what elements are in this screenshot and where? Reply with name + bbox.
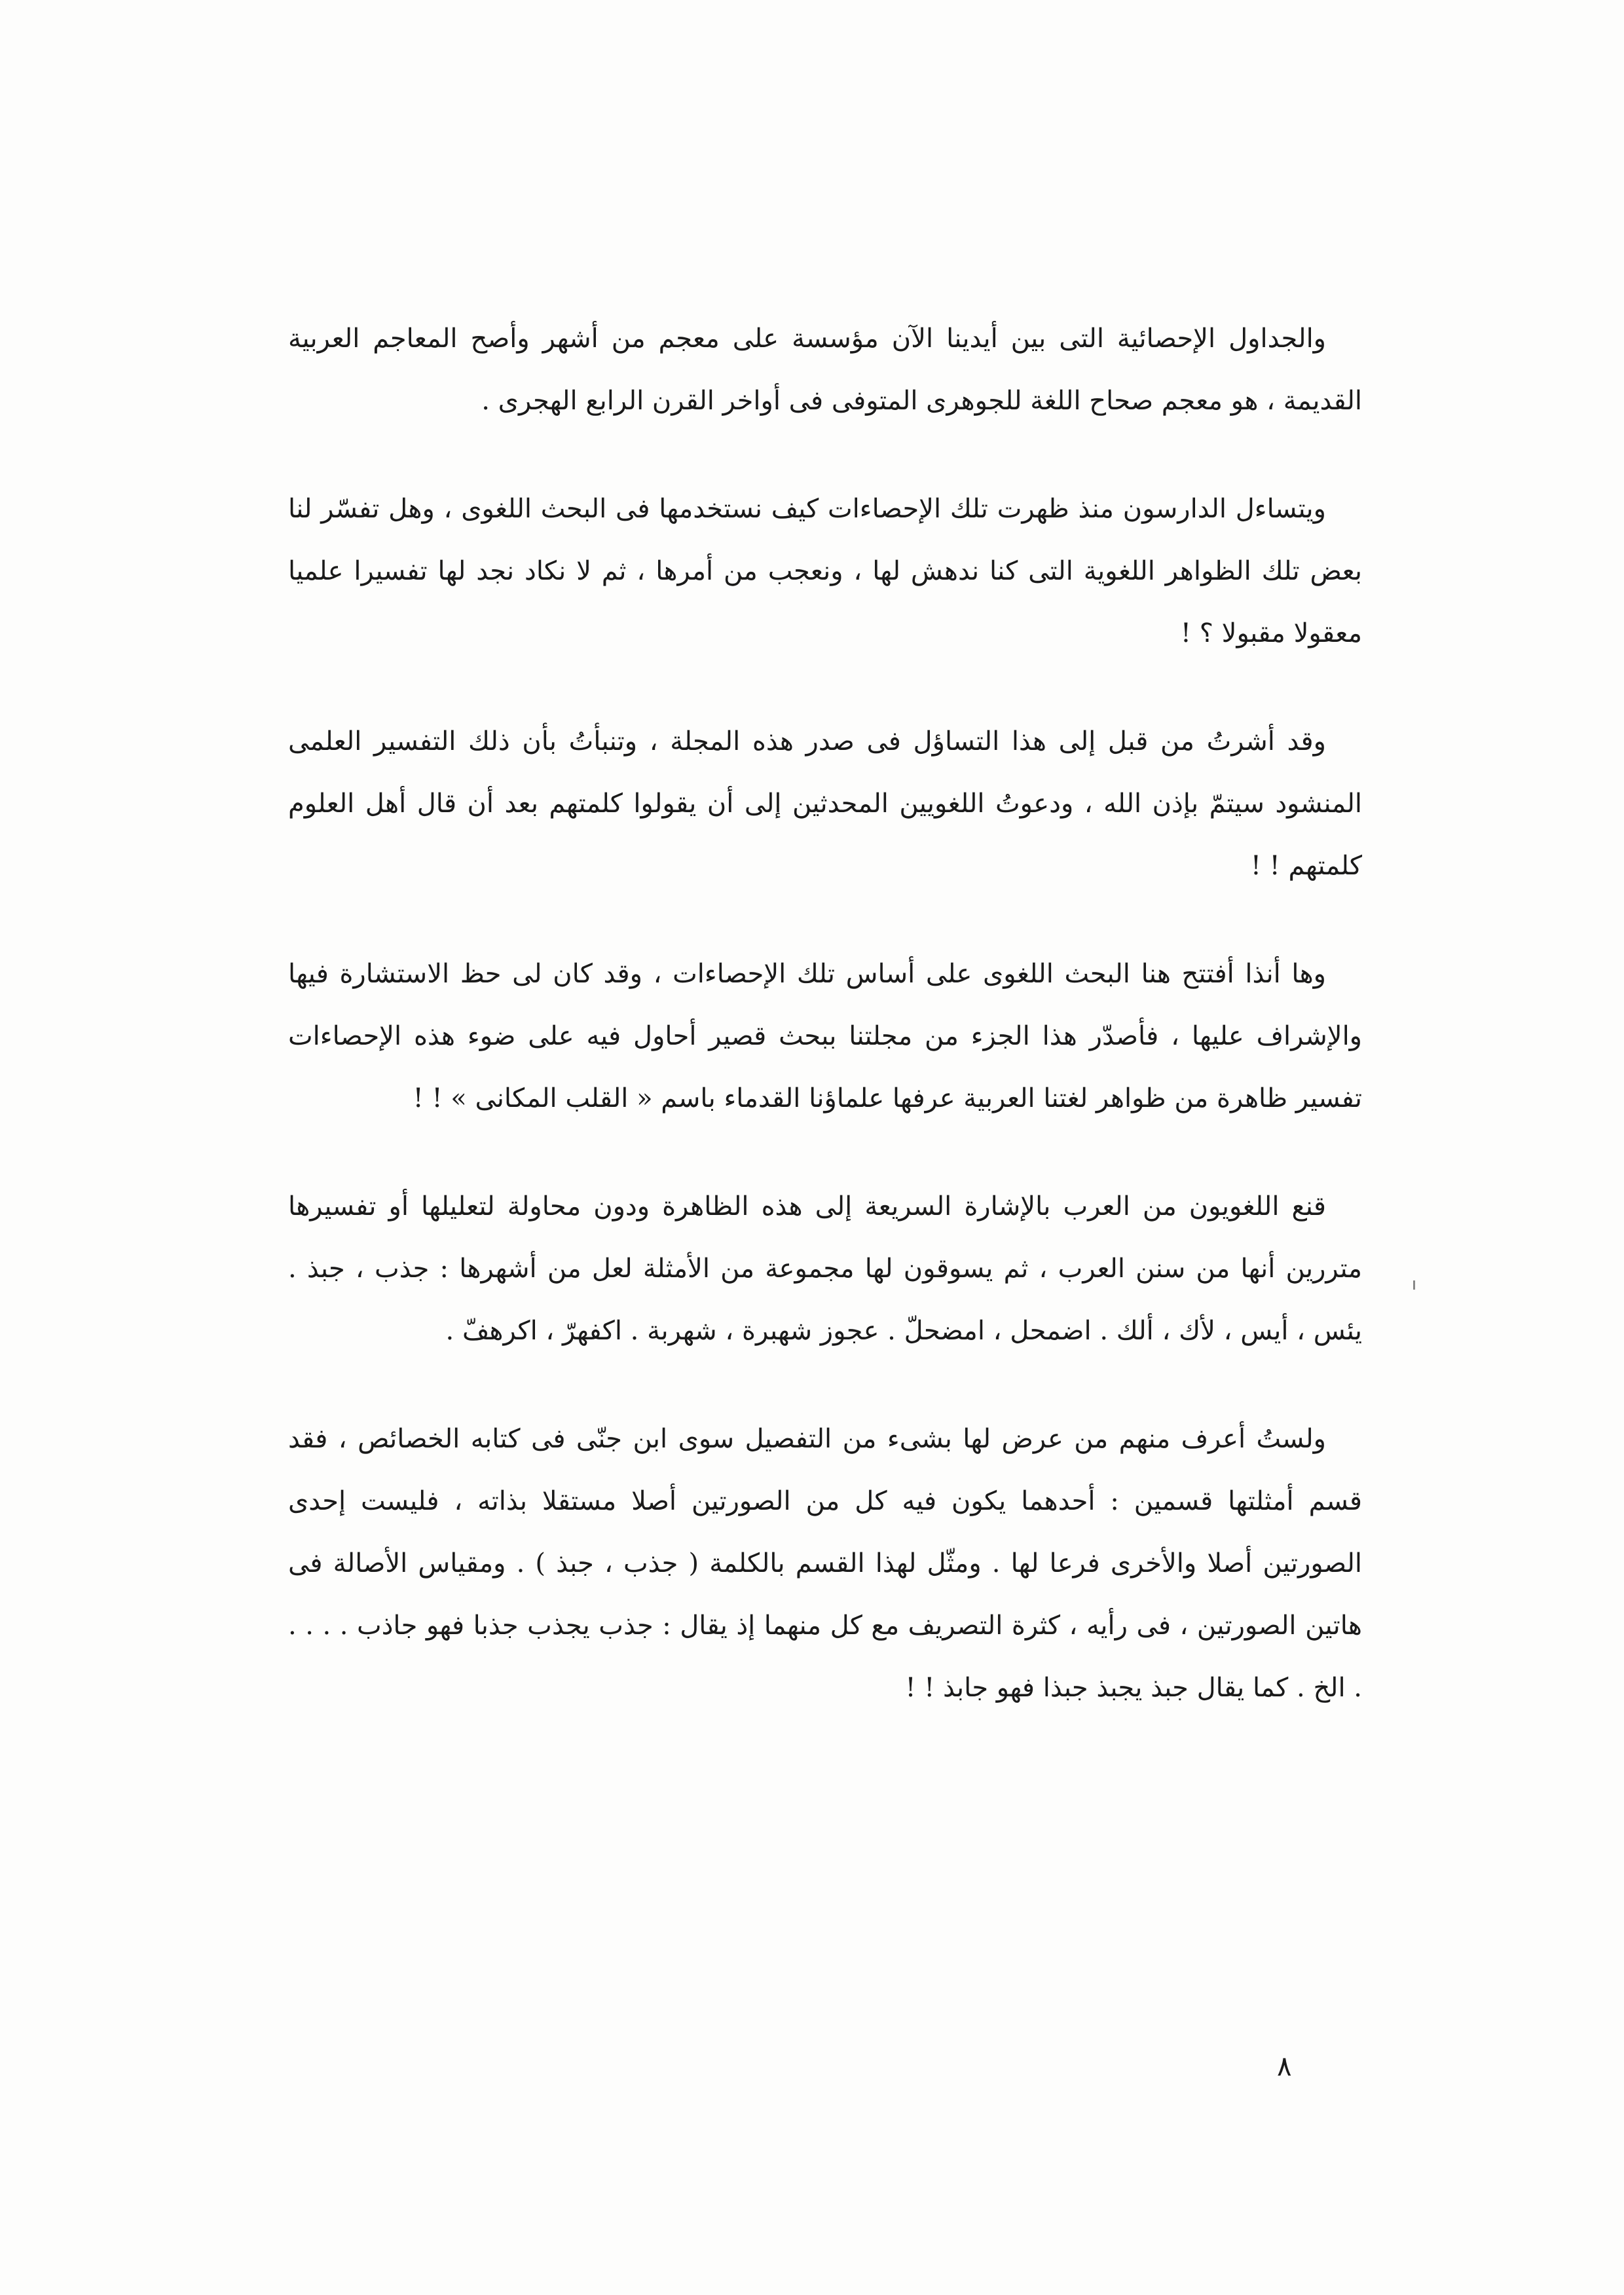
paragraph-5: قنع اللغويون من العرب بالإشارة السريعة إلى هذه الظاهرة ودون محاولة لتعليلها أو تفسيرها متررين أنها من سنن العرب ، ثم يسوقون لها مجموعة من الأمثلة لعل من أشهرها : جذب ، جبذ . يئس ، أيس ، لأك ، ألك . اضمحل ، امضحلّ . عجوز شهبرة ، شهربة . اكفهرّ ، اكرهفّ . <box>288 1191 1362 1346</box>
paragraph-4: وها أنذا أفتتح هنا البحث اللغوى على أساس تلك الإحصاءات ، وقد كان لى حظ الاستشارة فيها والإشراف عليها ، فأصدّر هذا الجزء من مجلتنا ببحث قصير أحاول فيه على ضوء هذه الإحصاءات تفسير ظاهرة من ظواهر لغتنا العربية عرفها علماؤنا القدماء باسم « القلب المكانى » ! ! <box>288 959 1362 1113</box>
paragraph-3: وقد أشرتُ من قبل إلى هذا التساؤل فى صدر هذه المجلة ، وتنبأتُ بأن ذلك التفسير العلمى المنشود سيتمّ بإذن الله ، ودعوتُ اللغويين المحدثين إلى أن يقولوا كلمتهم بعد أن قال أهل العلوم كلمتهم ! ! <box>288 726 1362 881</box>
paragraph-2: ويتساءل الدارسون منذ ظهرت تلك الإحصاءات كيف نستخدمها فى البحث اللغوى ، وهل تفسّر لنا بعض تلك الظواهر اللغوية التى كنا ندهش لها ، ونعجب من أمرها ، ثم لا نكاد نجد لها تفسيرا علميا معقولا مقبولا ؟ ! <box>288 494 1362 648</box>
body-text <box>288 308 1362 1719</box>
paragraph-6: ولستُ أعرف منهم من عرض لها بشىء من التفصيل سوى ابن جنّى فى كتابه الخصائص ، فقد قسم أمثلتها قسمين : أحدهما يكون فيه كل من الصورتين أصلا مستقلا بذاته ، فليست إحدى الصورتين أصلا والأخرى فرعا لها . ومثّل لهذا القسم بالكلمة ( جذب ، جبذ ) . ومقياس الأصالة فى هاتين الصورتين ، فى رأيه ، كثرة التصريف مع كل منهما إذ يقال : جذب يجذب جذبا فهو جاذب . . . . . الخ . كما يقال جبذ يجبذ جبذا فهو جابذ ! ! <box>288 1424 1363 1703</box>
scan-mark <box>1413 1280 1415 1290</box>
page-number: ٨ <box>1277 2050 1292 2082</box>
paragraph-1: والجداول الإحصائية التى بين أيدينا الآن مؤسسة على معجم من أشهر وأصح المعاجم العربية القديمة ، هو معجم صحاح اللغة للجوهرى المتوفى فى أواخر القرن الرابع الهجرى . <box>288 324 1362 416</box>
